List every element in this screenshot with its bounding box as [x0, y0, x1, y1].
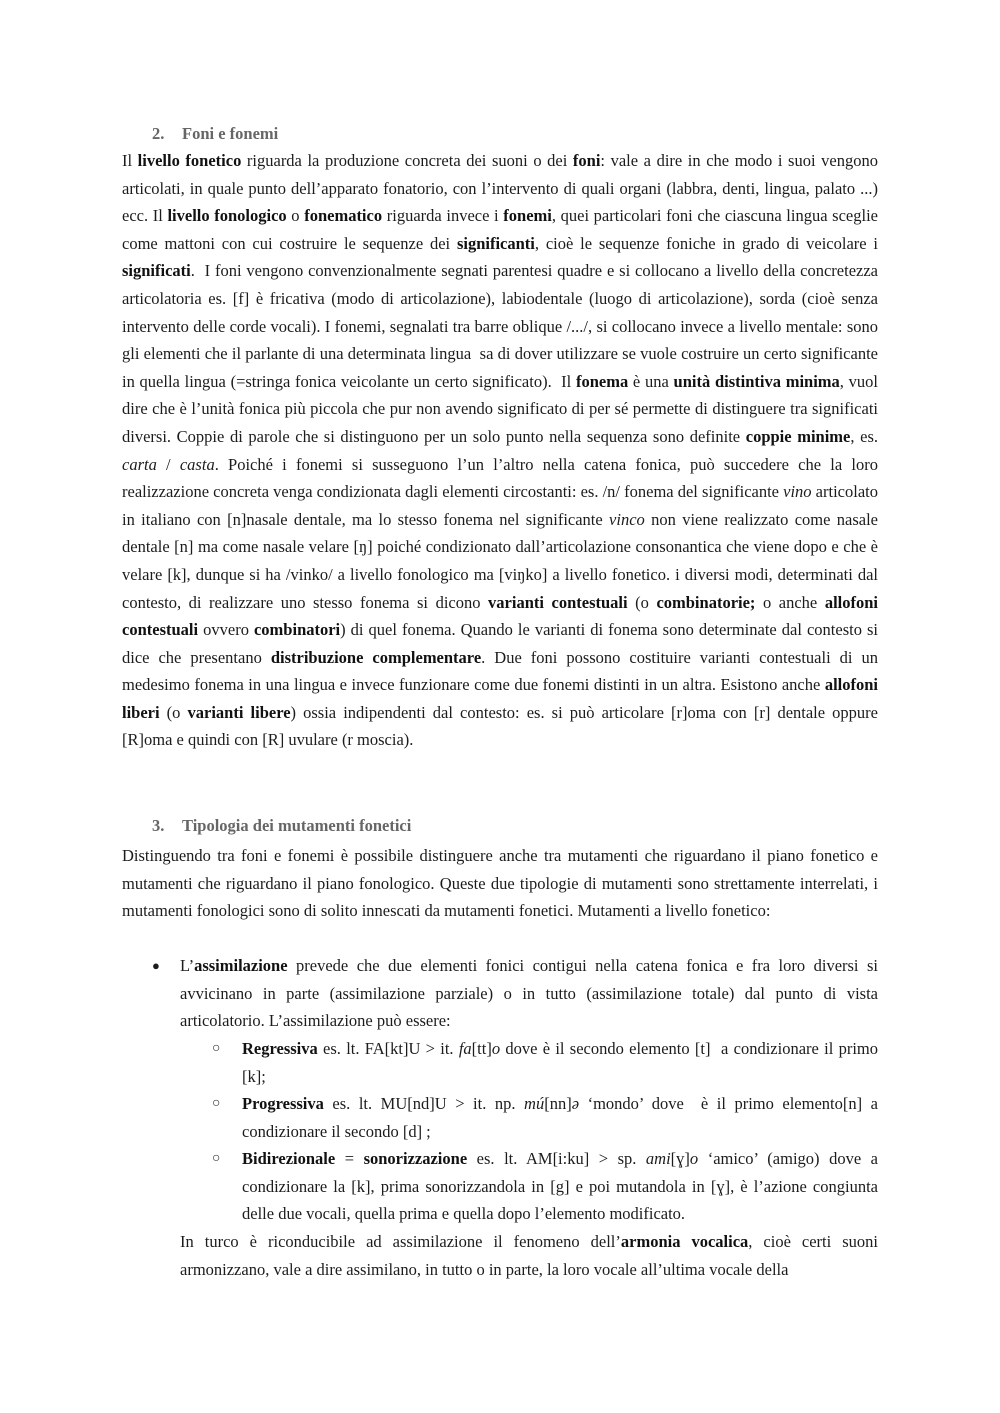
list-item-text: L’assimilazione prevede che due elementi fonici contigui nella catena fonica e fra loro diversi si avvicinano in parte (assimilazione parziale) o in tutto (assimilazione totale) dal punto di vista articolatorio. L’assimilazione può essere: [180, 956, 878, 1031]
sub-bullet-icon: ○ [212, 1041, 221, 1056]
section-number: 3. [152, 816, 165, 835]
sub-list-item-text: Progressiva es. lt. MU[nd]U > it. np. mú[nn]ə ‘mondo’ dove è il primo elemento[n] a condizionare il secondo [d] ; [242, 1094, 878, 1141]
section-heading-3 [152, 816, 411, 836]
section-heading-2 [152, 124, 278, 144]
bullet-icon: ● [152, 958, 160, 973]
paragraph-foni-fonemi: Il livello fonetico riguarda la produzione concreta dei suoni o dei foni: vale a dire in che modo i suoi vengono articolati, in quale punto dell’apparato fonatorio, con l’intervento di quali organi (labbra, denti, lingua, palato ...) ecc. Il livello fonologico o fonematico riguarda invece i fonemi, quei particolari foni che ciascuna lingua sceglie come mattoni con cui costruire le sequenze dei significanti, cioè le sequenze foniche in grado di veicolare i significati. I foni vengono convenzionalmente segnati parentesi quadre e si collocano a livello della concretezza articolatoria es. [f] è fricativa (modo di articolazione), labiodentale (luogo di articolazione), sorda (cioè senza intervento delle corde vocali). I fonemi, segnalati tra barre oblique /.../, si collocano invece a livello mentale: sono gli elementi che il parlante di una determinata lingua sa di dover utilizzare se vuole costruire un certo significante in quella lingua (=stringa fonica veicolante un certo significato). Il fonema è una unità distintiva minima, vuol dire che è l’unità fonica più piccola che pur non avendo significato di per sé permette di distinguere tra significati diversi. Coppie di parole che si distinguono per un solo punto nella sequenza sono definite coppie minime, es. carta / casta. Poiché i fonemi si susseguono l’un l’altro nella catena fonica, può succedere che la loro realizzazione concreta venga condizionata dagli elementi circostanti: es. /n/ fonema del significante vino articolato in italiano con [n]nasale dentale, ma lo stesso fonema nel significante vinco non viene realizzato come nasale dentale [n] ma come nasale velare [ŋ] poiché condizionato dall’articolazione consonantica che viene dopo e che è velare [k], dunque si ha /vinko/ a livello fonologico ma [viŋko] a livello fonetico. i diversi modi, determinati dal contesto, di realizzare uno stesso fonema si dicono varianti contestuali (o combinatorie; o anche allofoni contestuali ovvero combinatori) di quel fonema. Quando le varianti di fonema sono determinate dal contesto si dice che presentano distribuzione complementare. Due foni possono costituire varianti contestuali di un medesimo fonema in una lingua e invece funzionare come due fonemi distinti in un altra. Esistono anche allofoni liberi (o varianti libere) ossia indipendenti dal contesto: es. si può articolare [r]oma con [r] dentale oppure [R]oma e quindi con [R] uvulare (r moscia). [122, 151, 879, 750]
section-number: 2. [152, 124, 165, 143]
paragraph-mutamenti-intro: Distinguendo tra foni e fonemi è possibile distinguere anche tra mutamenti che riguardano il piano fonetico e mutamenti che riguardano il piano fonologico. Queste due tipologie di mutamenti sono strettamente interrelati, i mutamenti fonologici sono di solito innescati da mutamenti fonetici. Mutamenti a livello fonetico: [122, 846, 878, 921]
paragraph-armonia-vocalica: In turco è riconducibile ad assimilazione il fenomeno dell’armonia vocalica, cioè certi suoni armonizzano, vale a dire assimilano, in tutto o in parte, la loro vocale all’ultima vocale della [180, 1232, 878, 1279]
sub-list-item-text: Bidirezionale = sonorizzazione es. lt. AM[i:ku] > sp. ami[ɣ]o ‘amico’ (amigo) dove a condizionare la [k], prima sonorizzandola in [g] e poi mutandola in [ɣ], è l’azione congiunta delle due vocali, quella prima e quella dopo l’elemento modificato. [242, 1149, 878, 1224]
section-title: Tipologia dei mutamenti fonetici [182, 816, 412, 835]
sub-bullet-icon: ○ [212, 1151, 221, 1166]
sub-bullet-icon: ○ [212, 1096, 221, 1111]
sub-list-item-text: Regressiva es. lt. FA[kt]U > it. fa[tt]o dove è il secondo elemento [t] a condizionare il primo [k]; [242, 1039, 878, 1086]
section-title: Foni e fonemi [182, 124, 279, 143]
